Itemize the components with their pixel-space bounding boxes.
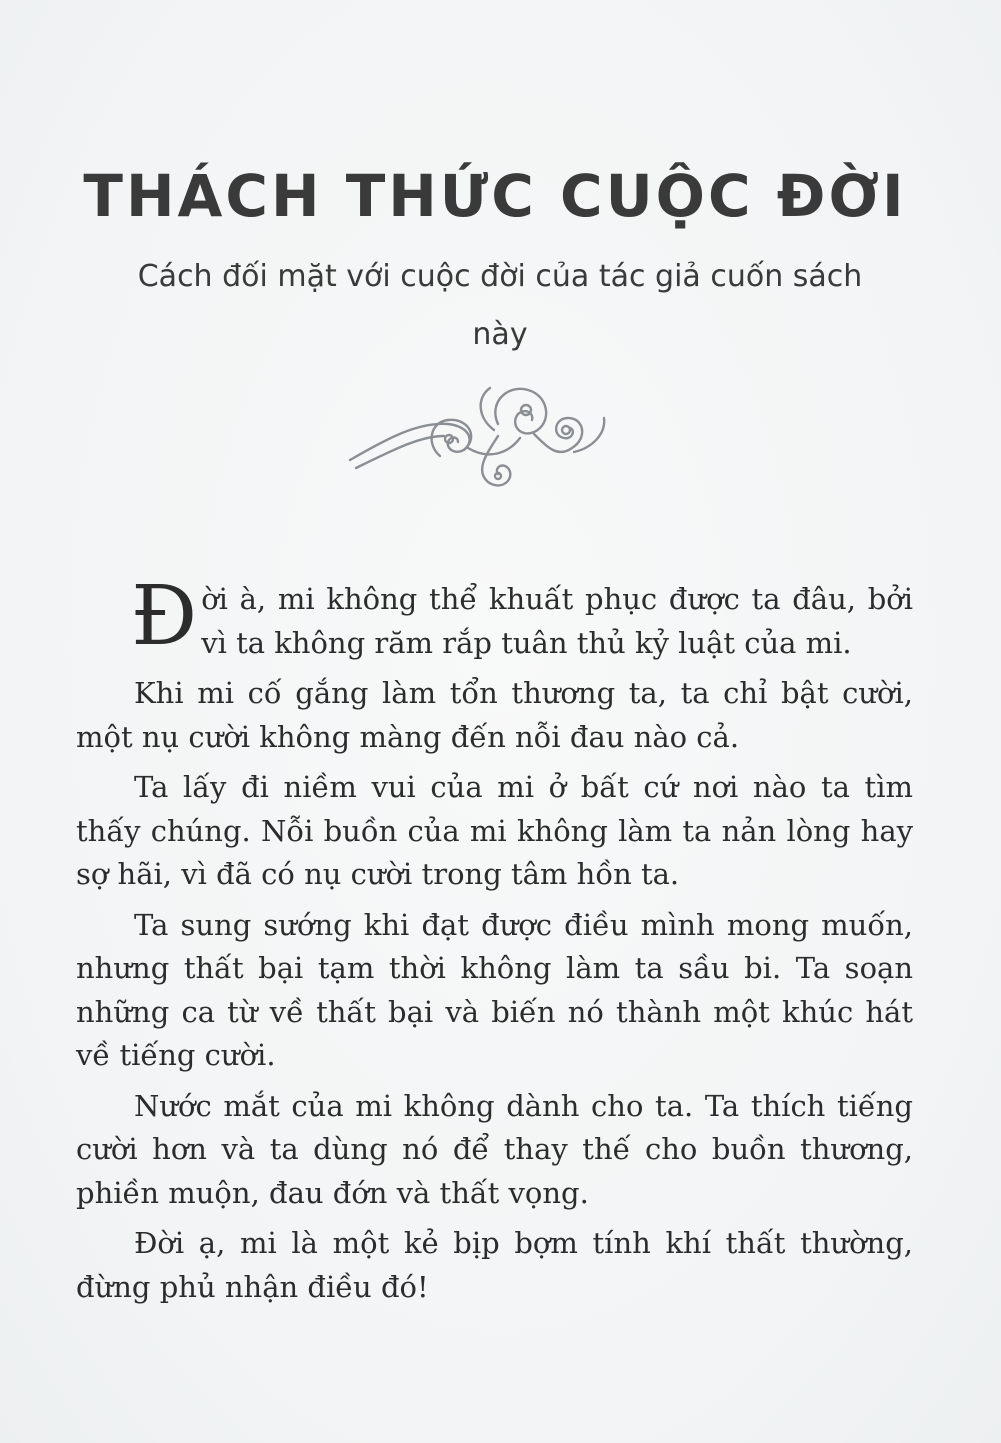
paragraph: Ta lấy đi niềm vui của mi ở bất cứ nơi nào ta tìm thấy chúng. Nỗi buồn của mi không làm ta nản lòng hay sợ hãi, vì đã có nụ cười trong tâm hồn ta.: [76, 770, 913, 891]
page-subtitle: Cách đối mặt với cuộc đời của tác giả cuốn sách này: [137, 259, 863, 352]
paragraph: Đời ạ, mi là một kẻ bịp bợm tính khí thất thường, đừng phủ nhận điều đó!: [76, 1226, 913, 1304]
swirl-ornament-icon: [348, 378, 618, 496]
body-text: [76, 569, 913, 1316]
paragraph: Ta sung sướng khi đạt được điều mình mong muốn, nhưng thất bại tạm thời không làm ta sầu bi. Ta soạn những ca từ về thất bại và biến nó thành một khúc hát về tiếng cười.: [76, 907, 913, 1072]
paragraph-text: ời à, mi không thể khuất phục được ta đâu, bởi vì ta không răm rắp tuân thủ kỷ luật của mi.: [201, 582, 913, 660]
drop-cap: Đ: [131, 569, 198, 664]
paragraph: Nước mắt của mi không dành cho ta. Ta thích tiếng cười hơn và ta dùng nó để thay thế cho buồn thương, phiền muộn, đau đớn và thất vọng.: [76, 1088, 913, 1210]
paragraph: Khi mi cố gắng làm tổn thương ta, ta chỉ bật cười, một nụ cười không màng đến nỗi đau nào cả.: [76, 676, 913, 754]
page-title: THÁCH THỨC CUỘC ĐỜI: [83, 162, 907, 230]
paragraph: [76, 569, 913, 665]
